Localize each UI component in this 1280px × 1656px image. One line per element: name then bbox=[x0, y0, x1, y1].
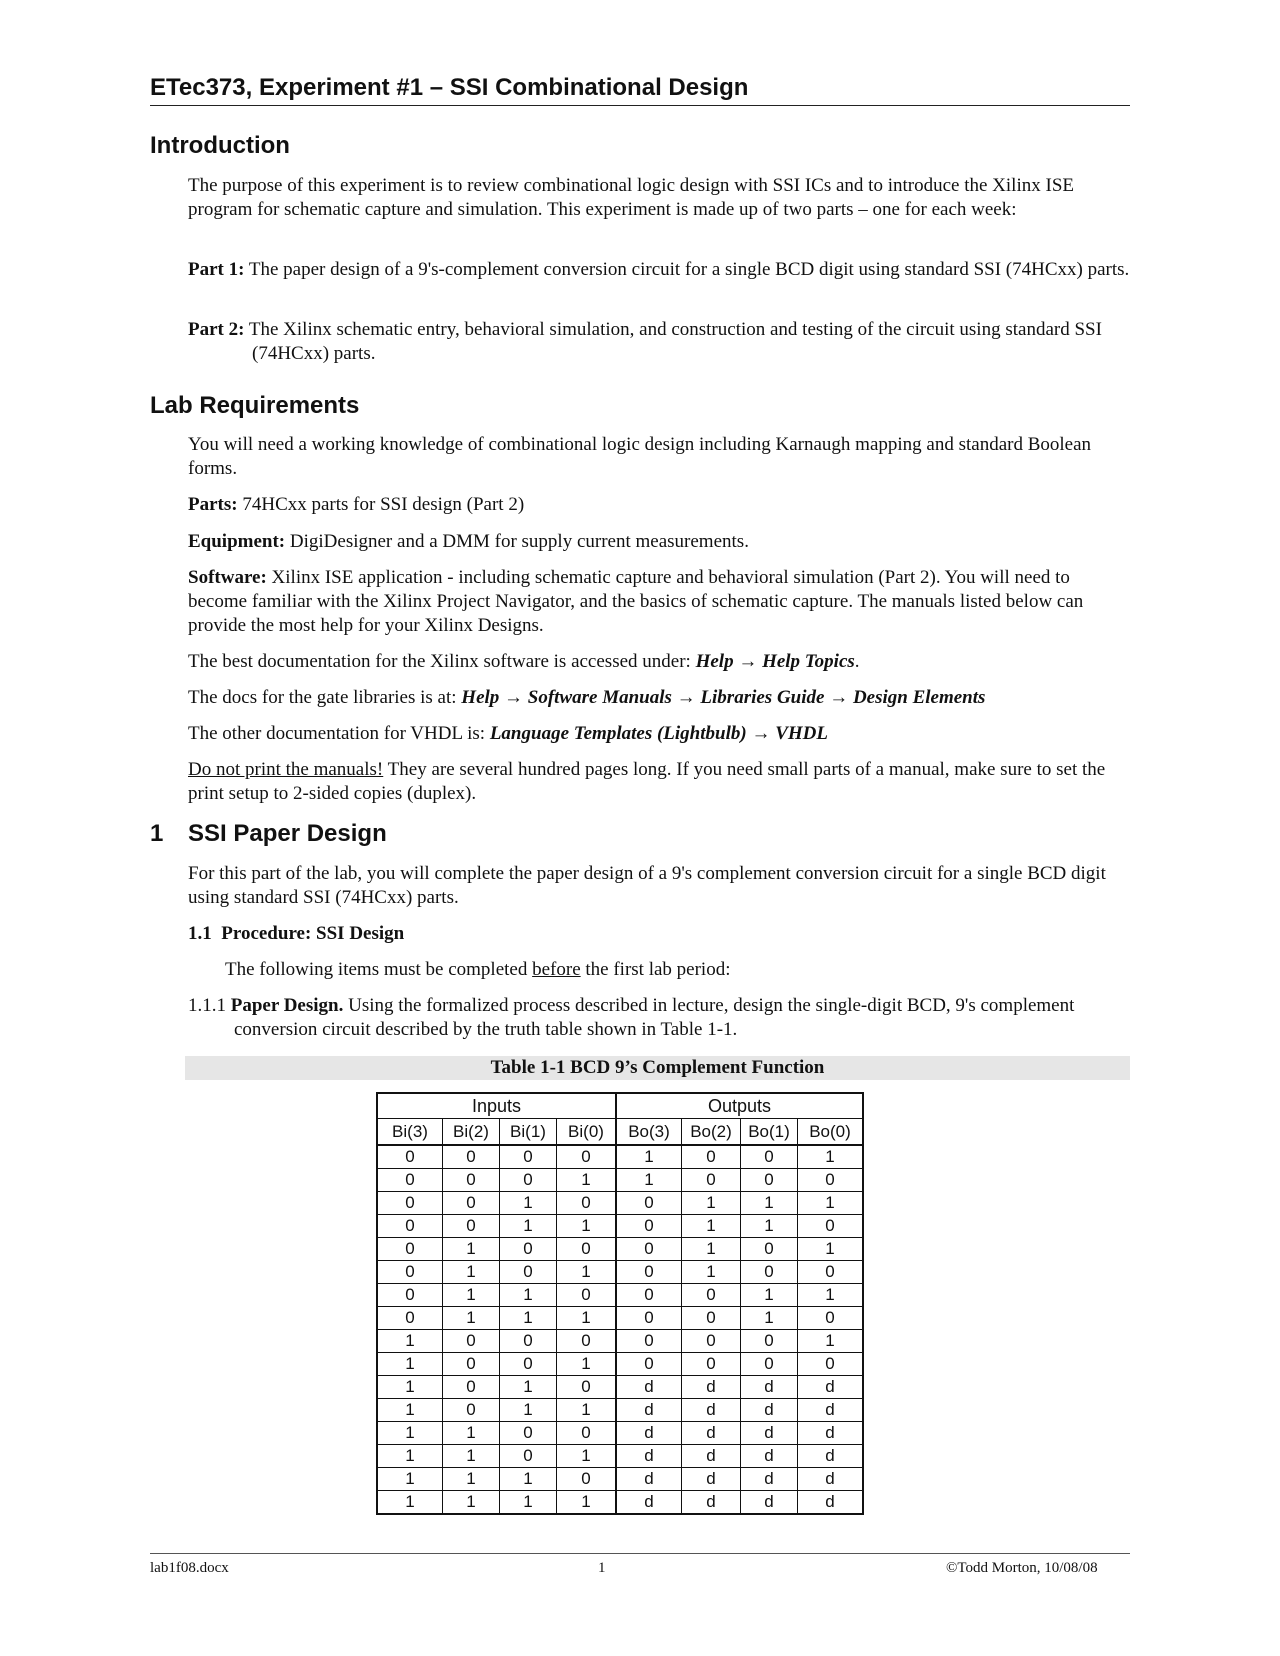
warning-text: They are several hundred pages long. If you need small parts of a manual, make sure to set the print setup to 2-sided copies (duplex). bbox=[188, 759, 1106, 804]
table-cell: 0 bbox=[616, 1261, 682, 1284]
table-cell: 1 bbox=[741, 1284, 798, 1307]
table-cell: d bbox=[798, 1445, 864, 1468]
table-cell: 0 bbox=[500, 1353, 557, 1376]
software-text: Xilinx ISE application - including schematic capture and behavioral simulation (Part 2). You will need to become familiar with the Xilinx Project Navigator, and the basics of schematic capture. The manuals listed below can provide the most help for your Xilinx Designs. bbox=[188, 567, 1084, 636]
table-cell: 0 bbox=[741, 1353, 798, 1376]
table-cell: 0 bbox=[682, 1145, 741, 1169]
procedure-post: the first lab period: bbox=[580, 959, 731, 980]
table-row bbox=[377, 1422, 863, 1445]
column-header: Bo(2) bbox=[682, 1119, 741, 1146]
table-cell: 1 bbox=[741, 1192, 798, 1215]
part-1-item bbox=[188, 258, 1152, 282]
table-cell: 1 bbox=[377, 1353, 443, 1376]
table-cell: 0 bbox=[500, 1238, 557, 1261]
step-number: 1.1.1 bbox=[188, 995, 226, 1016]
table-cell: 1 bbox=[500, 1376, 557, 1399]
table-row bbox=[377, 1238, 863, 1261]
table-cell: 1 bbox=[500, 1284, 557, 1307]
part-2-label: Part 2: bbox=[188, 319, 245, 340]
procedure-before: before bbox=[532, 959, 581, 980]
table-cell: d bbox=[798, 1399, 864, 1422]
table-cell: 0 bbox=[682, 1307, 741, 1330]
doc-3-path: Language Templates (Lightbulb) → VHDL bbox=[489, 723, 828, 744]
table-cell: 0 bbox=[557, 1238, 617, 1261]
table-cell: 1 bbox=[798, 1284, 864, 1307]
table-cell: d bbox=[741, 1376, 798, 1399]
table-cell: 1 bbox=[741, 1307, 798, 1330]
intro-paragraph: The purpose of this experiment is to review combinational logic design with SSI ICs and to introduce the Xilinx ISE program for schematic capture and simulation. This experiment is made up of two parts – one for each week: bbox=[188, 175, 1074, 220]
table-cell: 0 bbox=[616, 1192, 682, 1215]
part-2-item bbox=[188, 318, 1152, 366]
table-row bbox=[377, 1192, 863, 1215]
table-cell: 1 bbox=[443, 1284, 500, 1307]
table-cell: d bbox=[682, 1445, 741, 1468]
table-cell: d bbox=[682, 1468, 741, 1491]
table-cell: 1 bbox=[377, 1468, 443, 1491]
table-row bbox=[377, 1145, 863, 1169]
footer-copyright: ©Todd Morton, 10/08/08 bbox=[946, 1560, 1098, 1576]
table-cell: 1 bbox=[557, 1307, 617, 1330]
column-header: Bi(3) bbox=[377, 1119, 443, 1146]
header-rule bbox=[150, 105, 1130, 106]
table-cell: 0 bbox=[500, 1445, 557, 1468]
table-cell: d bbox=[616, 1491, 682, 1515]
table-cell: 1 bbox=[377, 1376, 443, 1399]
table-cell: 0 bbox=[500, 1169, 557, 1192]
table-cell: 0 bbox=[500, 1330, 557, 1353]
table-cell: 0 bbox=[741, 1261, 798, 1284]
step-label: Paper Design. bbox=[230, 995, 344, 1016]
procedure-intro bbox=[225, 958, 1165, 982]
table-cell: 0 bbox=[798, 1353, 864, 1376]
table-cell: 0 bbox=[741, 1145, 798, 1169]
table-cell: 0 bbox=[557, 1192, 617, 1215]
table-cell: d bbox=[798, 1422, 864, 1445]
table-cell: d bbox=[682, 1399, 741, 1422]
parts-text: 74HCxx parts for SSI design (Part 2) bbox=[242, 494, 525, 515]
table-cell: 0 bbox=[443, 1145, 500, 1169]
table-cell: 1 bbox=[443, 1468, 500, 1491]
doc-line-1 bbox=[188, 650, 1128, 674]
lab-paragraph: You will need a working knowledge of combinational logic design including Karnaugh mapping and standard Boolean forms. bbox=[188, 434, 1092, 479]
table-cell: 1 bbox=[377, 1445, 443, 1468]
inputs-group-header: Inputs bbox=[377, 1093, 616, 1119]
table-cell: 1 bbox=[557, 1261, 617, 1284]
table-cell: 0 bbox=[682, 1169, 741, 1192]
doc-1-text: The best documentation for the Xilinx software is accessed under: bbox=[188, 651, 696, 672]
table-cell: 1 bbox=[500, 1491, 557, 1515]
table-cell: 0 bbox=[443, 1169, 500, 1192]
table-row bbox=[377, 1261, 863, 1284]
outputs-group-header: Outputs bbox=[616, 1093, 863, 1119]
truth-table-body bbox=[377, 1145, 863, 1514]
table-cell: d bbox=[741, 1399, 798, 1422]
table-cell: 1 bbox=[557, 1445, 617, 1468]
table-cell: 1 bbox=[557, 1491, 617, 1515]
doc-2-path: Help → Software Manuals → Libraries Guide → Design Elements bbox=[461, 687, 986, 708]
table-cell: 1 bbox=[798, 1238, 864, 1261]
table-cell: 0 bbox=[443, 1192, 500, 1215]
procedure-title: Procedure: SSI Design bbox=[221, 923, 405, 944]
table-cell: d bbox=[616, 1445, 682, 1468]
procedure-heading bbox=[188, 922, 1128, 946]
part-1-text: The paper design of a 9's-complement conversion circuit for a single BCD digit using standard SSI (74HCxx) parts. bbox=[248, 259, 1130, 280]
step-text: Using the formalized process described in lecture, design the single-digit BCD, 9's complement conversion circuit described by the truth table shown in Table 1-1. bbox=[234, 995, 1075, 1040]
table-cell: d bbox=[616, 1399, 682, 1422]
table-cell: 1 bbox=[798, 1192, 864, 1215]
parts-line bbox=[188, 493, 1128, 517]
table-cell: d bbox=[798, 1376, 864, 1399]
table-cell: d bbox=[616, 1422, 682, 1445]
intro-heading: Introduction bbox=[150, 132, 290, 159]
table-cell: 1 bbox=[500, 1192, 557, 1215]
footer-page-number: 1 bbox=[598, 1560, 606, 1576]
table-cell: d bbox=[741, 1491, 798, 1515]
table-cell: 1 bbox=[377, 1422, 443, 1445]
warning-underline: Do not print the manuals! bbox=[188, 759, 384, 780]
truth-table bbox=[376, 1092, 864, 1515]
table-cell: 0 bbox=[377, 1238, 443, 1261]
table-cell: 0 bbox=[616, 1330, 682, 1353]
doc-2-text: The docs for the gate libraries is at: bbox=[188, 687, 462, 708]
doc-line-3 bbox=[188, 722, 1128, 746]
table-cell: 0 bbox=[443, 1353, 500, 1376]
ssi-paragraph: For this part of the lab, you will complete the paper design of a 9's complement conversion circuit for a single BCD digit using standard SSI (74HCxx) parts. bbox=[188, 863, 1106, 908]
doc-3-text: The other documentation for VHDL is: bbox=[188, 723, 490, 744]
table-cell: 0 bbox=[377, 1145, 443, 1169]
table-cell: 0 bbox=[741, 1238, 798, 1261]
equipment-line bbox=[188, 530, 1128, 554]
table-cell: 1 bbox=[616, 1169, 682, 1192]
manuals-warning bbox=[188, 758, 1133, 806]
column-header: Bo(3) bbox=[616, 1119, 682, 1146]
table-cell: d bbox=[741, 1468, 798, 1491]
table-cell: d bbox=[682, 1422, 741, 1445]
table-cell: 0 bbox=[377, 1192, 443, 1215]
table-cell: 0 bbox=[798, 1169, 864, 1192]
column-header-row bbox=[377, 1119, 863, 1146]
table-cell: 0 bbox=[377, 1307, 443, 1330]
table-row bbox=[377, 1307, 863, 1330]
table-cell: 1 bbox=[377, 1399, 443, 1422]
equipment-label: Equipment: bbox=[188, 531, 286, 552]
table-cell: 1 bbox=[798, 1330, 864, 1353]
table-cell: 0 bbox=[377, 1169, 443, 1192]
table-cell: 0 bbox=[798, 1215, 864, 1238]
part-2-text: The Xilinx schematic entry, behavioral simulation, and construction and testing of the circuit using standard SSI (74HCxx) parts. bbox=[248, 319, 1102, 364]
lab-requirements-heading: Lab Requirements bbox=[150, 392, 360, 419]
table-cell: 1 bbox=[500, 1215, 557, 1238]
table-row bbox=[377, 1215, 863, 1238]
table-cell: 1 bbox=[557, 1215, 617, 1238]
table-cell: 1 bbox=[443, 1238, 500, 1261]
table-cell: 0 bbox=[377, 1261, 443, 1284]
table-cell: 0 bbox=[616, 1353, 682, 1376]
table-cell: 1 bbox=[377, 1491, 443, 1515]
table-row bbox=[377, 1491, 863, 1515]
table-cell: 0 bbox=[741, 1169, 798, 1192]
table-cell: 1 bbox=[557, 1169, 617, 1192]
table-cell: 0 bbox=[557, 1468, 617, 1491]
table-cell: 1 bbox=[443, 1445, 500, 1468]
doc-1-path: Help → Help Topics bbox=[695, 651, 855, 672]
table-cell: 0 bbox=[377, 1284, 443, 1307]
procedure-number: 1.1 bbox=[188, 923, 212, 944]
doc-line-2 bbox=[188, 686, 1128, 710]
document-title: ETec373, Experiment #1 – SSI Combinational Design bbox=[150, 74, 749, 101]
table-cell: 1 bbox=[443, 1422, 500, 1445]
equipment-text: DigiDesigner and a DMM for supply current measurements. bbox=[289, 531, 749, 552]
table-row bbox=[377, 1376, 863, 1399]
column-header: Bo(0) bbox=[798, 1119, 864, 1146]
table-cell: d bbox=[616, 1468, 682, 1491]
table-cell: 0 bbox=[443, 1215, 500, 1238]
table-cell: 0 bbox=[377, 1215, 443, 1238]
table-cell: 1 bbox=[500, 1468, 557, 1491]
table-cell: 0 bbox=[616, 1307, 682, 1330]
table-row bbox=[377, 1445, 863, 1468]
column-header: Bi(0) bbox=[557, 1119, 617, 1146]
table-row bbox=[377, 1468, 863, 1491]
procedure-pre: The following items must be completed bbox=[225, 959, 533, 980]
column-header: Bi(1) bbox=[500, 1119, 557, 1146]
table-cell: 0 bbox=[557, 1376, 617, 1399]
table-cell: d bbox=[682, 1376, 741, 1399]
table-cell: d bbox=[798, 1491, 864, 1515]
table-cell: 0 bbox=[443, 1376, 500, 1399]
table-cell: 0 bbox=[500, 1422, 557, 1445]
table-cell: 0 bbox=[682, 1284, 741, 1307]
section-1-heading: SSI Paper Design bbox=[188, 820, 387, 847]
table-cell: 0 bbox=[557, 1422, 617, 1445]
table-cell: 0 bbox=[500, 1145, 557, 1169]
software-label: Software: bbox=[188, 567, 267, 588]
table-cell: 0 bbox=[798, 1261, 864, 1284]
column-header: Bo(1) bbox=[741, 1119, 798, 1146]
table-cell: 0 bbox=[500, 1261, 557, 1284]
footer-filename: lab1f08.docx bbox=[150, 1560, 229, 1576]
table-row bbox=[377, 1169, 863, 1192]
step-1-1-1 bbox=[188, 994, 1114, 1042]
table-row bbox=[377, 1284, 863, 1307]
table-cell: 0 bbox=[557, 1330, 617, 1353]
footer-rule bbox=[150, 1553, 1130, 1554]
table-cell: 0 bbox=[616, 1284, 682, 1307]
table-cell: d bbox=[616, 1376, 682, 1399]
doc-1-end: . bbox=[854, 651, 860, 672]
table-cell: 1 bbox=[500, 1307, 557, 1330]
part-1-label: Part 1: bbox=[188, 259, 245, 280]
table-cell: 0 bbox=[616, 1238, 682, 1261]
table-cell: d bbox=[798, 1468, 864, 1491]
table-cell: 1 bbox=[798, 1145, 864, 1169]
table-cell: 1 bbox=[682, 1238, 741, 1261]
table-cell: 1 bbox=[557, 1399, 617, 1422]
table-row bbox=[377, 1330, 863, 1353]
table-cell: 1 bbox=[443, 1261, 500, 1284]
table-cell: 1 bbox=[616, 1145, 682, 1169]
software-line bbox=[188, 566, 1128, 638]
table-cell: 0 bbox=[557, 1284, 617, 1307]
table-cell: 0 bbox=[682, 1353, 741, 1376]
table-cell: 1 bbox=[682, 1192, 741, 1215]
table-cell: 1 bbox=[443, 1491, 500, 1515]
table-cell: 0 bbox=[741, 1330, 798, 1353]
table-cell: 0 bbox=[557, 1145, 617, 1169]
table-cell: d bbox=[741, 1445, 798, 1468]
table-caption: Table 1-1 BCD 9’s Complement Function bbox=[490, 1057, 825, 1078]
table-cell: 0 bbox=[443, 1330, 500, 1353]
table-cell: 1 bbox=[682, 1215, 741, 1238]
section-1-number: 1 bbox=[150, 820, 164, 847]
table-cell: 0 bbox=[798, 1307, 864, 1330]
table-cell: 0 bbox=[682, 1330, 741, 1353]
table-cell: 0 bbox=[443, 1399, 500, 1422]
table-cell: 1 bbox=[741, 1215, 798, 1238]
table-cell: 1 bbox=[500, 1399, 557, 1422]
table-cell: 1 bbox=[443, 1307, 500, 1330]
table-cell: 1 bbox=[557, 1353, 617, 1376]
table-cell: 1 bbox=[682, 1261, 741, 1284]
table-cell: d bbox=[741, 1422, 798, 1445]
table-row bbox=[377, 1399, 863, 1422]
table-row bbox=[377, 1353, 863, 1376]
table-cell: 1 bbox=[377, 1330, 443, 1353]
table-cell: 0 bbox=[616, 1215, 682, 1238]
table-cell: d bbox=[682, 1491, 741, 1515]
column-header: Bi(2) bbox=[443, 1119, 500, 1146]
parts-label: Parts: bbox=[188, 494, 238, 515]
